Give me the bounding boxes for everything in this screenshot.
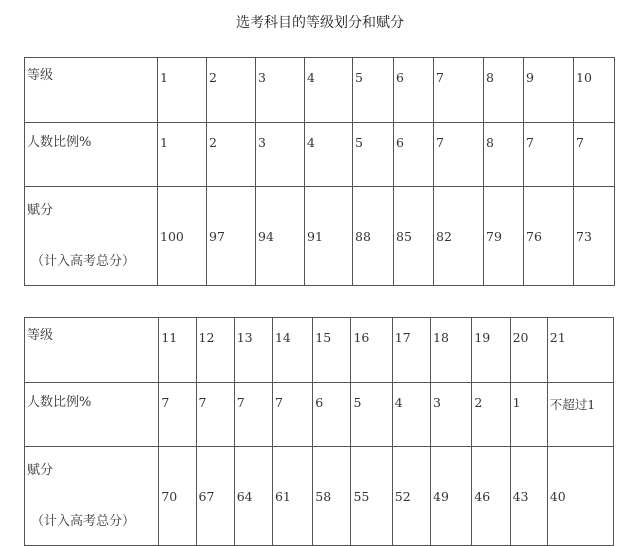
ratio-cell: 不超过1: [547, 383, 613, 447]
grade-header: 等级: [25, 318, 159, 383]
grade-cell: 10: [574, 58, 615, 123]
score-note: （计入高考总分）: [31, 254, 136, 269]
ratio-cell: 7: [434, 123, 484, 187]
ratio-cell: 2: [207, 123, 256, 187]
score-cell: 52: [392, 447, 430, 546]
score-cell: 91: [305, 187, 353, 286]
ratio-cell: 2: [472, 383, 510, 447]
score-label: 赋分: [27, 203, 54, 218]
score-cell: 61: [272, 447, 312, 546]
score-cell: 46: [472, 447, 510, 546]
grade-cell: 20: [510, 318, 547, 383]
ratio-cell: 5: [353, 123, 394, 187]
page-title: 选考科目的等级划分和赋分: [236, 15, 404, 31]
grade-cell: 12: [196, 318, 234, 383]
grade-cell: 2: [207, 58, 256, 123]
ratio-header: 人数比例%: [25, 383, 159, 447]
score-cell: 55: [351, 447, 392, 546]
ratio-cell: 7: [272, 383, 312, 447]
ratio-header: 人数比例%: [25, 123, 158, 187]
score-note: （计入高考总分）: [31, 514, 136, 529]
grade-cell: 16: [351, 318, 392, 383]
grade-cell: 19: [472, 318, 510, 383]
ratio-cell: 4: [392, 383, 430, 447]
score-cell: 49: [431, 447, 472, 546]
score-cell: 43: [510, 447, 547, 546]
ratio-cell: 7: [159, 383, 196, 447]
ratio-cell: 6: [313, 383, 351, 447]
score-row: [25, 187, 615, 286]
ratio-cell: 3: [256, 123, 305, 187]
score-cell: 85: [394, 187, 434, 286]
grade-cell: 18: [431, 318, 472, 383]
score-cell: 88: [353, 187, 394, 286]
score-cell: 40: [547, 447, 613, 546]
score-cell: 67: [196, 447, 234, 546]
ratio-cell: 3: [431, 383, 472, 447]
grade-row: [25, 58, 615, 123]
score-cell: 82: [434, 187, 484, 286]
grade-cell: 4: [305, 58, 353, 123]
score-cell: 97: [207, 187, 256, 286]
grade-cell: 13: [234, 318, 272, 383]
ratio-row: [25, 383, 614, 447]
ratio-cell: 8: [484, 123, 524, 187]
ratio-cell: 7: [574, 123, 615, 187]
score-cell: 58: [313, 447, 351, 546]
score-header: [25, 187, 158, 286]
ratio-cell: 6: [394, 123, 434, 187]
ratio-cell: 7: [524, 123, 574, 187]
ratio-cell: 7: [196, 383, 234, 447]
score-cell: 76: [524, 187, 574, 286]
ratio-cell: 1: [158, 123, 207, 187]
grade-cell: 1: [158, 58, 207, 123]
grade-cell: 8: [484, 58, 524, 123]
score-cell: 79: [484, 187, 524, 286]
grade-cell: 11: [159, 318, 196, 383]
ratio-cell: 7: [234, 383, 272, 447]
score-cell: 94: [256, 187, 305, 286]
grade-table-1: [24, 57, 615, 286]
score-cell: 73: [574, 187, 615, 286]
grade-header: 等级: [25, 58, 158, 123]
grade-row: [25, 318, 614, 383]
grade-cell: 17: [392, 318, 430, 383]
grade-cell: 5: [353, 58, 394, 123]
grade-cell: 3: [256, 58, 305, 123]
score-label: 赋分: [27, 463, 54, 478]
grade-cell: 14: [272, 318, 312, 383]
ratio-cell: 4: [305, 123, 353, 187]
score-cell: 100: [158, 187, 207, 286]
grade-cell: 6: [394, 58, 434, 123]
ratio-row: [25, 123, 615, 187]
grade-cell: 21: [547, 318, 613, 383]
score-cell: 64: [234, 447, 272, 546]
grade-cell: 15: [313, 318, 351, 383]
grade-cell: 7: [434, 58, 484, 123]
ratio-cell: 1: [510, 383, 547, 447]
grade-cell: 9: [524, 58, 574, 123]
ratio-cell: 5: [351, 383, 392, 447]
score-cell: 70: [159, 447, 196, 546]
grade-table-2: [24, 317, 614, 546]
